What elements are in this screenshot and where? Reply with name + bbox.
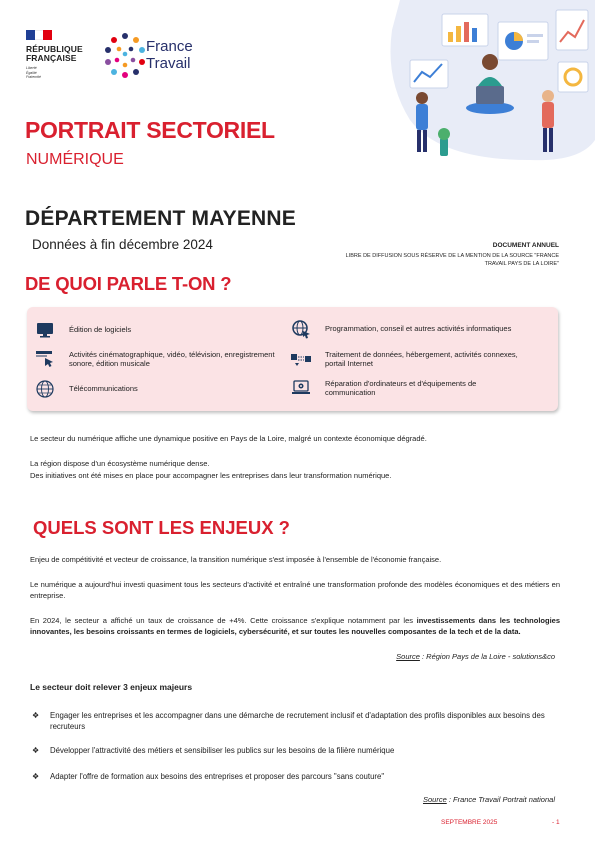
enjeu-text: Adapter l'offre de formation aux besoins des entreprises et proposer des parcours "sans couture" xyxy=(50,772,385,781)
rf-motto: Liberté Égalité Fraternité xyxy=(26,66,41,79)
france-travail-dots-icon xyxy=(104,32,146,78)
source-label: Source xyxy=(422,795,447,804)
enjeux-paragraph: Enjeu de compétitivité et vecteur de croissance, la transition numérique s'est imposée à l'ensemble de l'économie française. xyxy=(30,555,442,564)
department-title: DÉPARTEMENT MAYENNE xyxy=(25,207,296,230)
growth-text-bold: investissements dans les technologies innovantes, les besoins croissants en termes de logiciels, cybersécurité, et sur toutes les nouvelles composantes de la tech et de la data. xyxy=(30,616,560,636)
digital-work-illustration xyxy=(380,0,595,165)
section-heading-quoi: DE QUOI PARLE T-ON ? xyxy=(25,273,232,294)
category-item xyxy=(33,348,283,370)
category-label: Télécommunications xyxy=(69,384,138,394)
enjeu-item xyxy=(32,746,560,757)
data-transfer-icon xyxy=(289,348,313,370)
category-label: Réparation d'ordinateurs et d'équipements de communication xyxy=(325,378,477,397)
category-item xyxy=(289,377,519,399)
page-number: - 1 xyxy=(552,819,560,826)
diamond-bullet-icon: ❖ xyxy=(32,746,40,755)
france-travail-name: France Travail xyxy=(146,38,193,72)
growth-text: En 2024, le secteur a affiché un taux de croissance de +4%. Cette croissance s'explique notamment par les xyxy=(30,616,417,625)
rf-name: RÉPUBLIQUE FRANÇAISE xyxy=(26,44,83,63)
category-item xyxy=(33,319,283,341)
source-text: : Région Pays de la Loire - solutions&co xyxy=(419,652,555,661)
diamond-bullet-icon: ❖ xyxy=(32,772,40,781)
source-label: Source xyxy=(396,652,420,661)
source-text: : France Travail Portrait national xyxy=(446,795,555,804)
france-travail-logo xyxy=(104,30,234,80)
enjeux-paragraph xyxy=(30,616,560,637)
source-note xyxy=(423,795,555,804)
source-note xyxy=(396,652,555,661)
enjeu-text: Développer l'attractivité des métiers et sensibiliser les publics sur les besoins de la filière numérique xyxy=(50,746,395,755)
enjeu-item xyxy=(32,772,560,783)
republique-francaise-logo xyxy=(26,30,96,80)
screen-cursor-icon xyxy=(33,348,57,370)
intro-paragraph: Des initiatives ont été mises en place pour accompagner les entreprises dans leur transformation numérique. xyxy=(30,471,392,480)
enjeu-item xyxy=(32,711,560,732)
category-label: Traitement de données, hébergement, activités connexes, portail Internet xyxy=(325,349,518,368)
diamond-bullet-icon: ❖ xyxy=(32,711,40,720)
sector-categories-panel xyxy=(27,307,558,411)
flag-icon xyxy=(26,30,52,40)
intro-paragraph: Le secteur du numérique affiche une dynamique positive en Pays de la Loire, malgré un contexte économique dégradé. xyxy=(30,434,427,443)
page-subtitle: NUMÉRIQUE xyxy=(26,151,124,168)
document-type: DOCUMENT ANNUEL xyxy=(492,242,559,249)
diffusion-note: LIBRE DE DIFFUSION SOUS RÉSERVE DE LA MENTION DE LA SOURCE "FRANCE TRAVAIL PAYS DE LA LOIRE" xyxy=(345,253,559,267)
globe-cursor-icon xyxy=(289,318,313,340)
category-label: Édition de logiciels xyxy=(69,325,132,335)
enjeux-list-title: Le secteur doit relever 3 enjeux majeurs xyxy=(30,682,193,692)
intro-paragraph: La région dispose d'un écosystème numérique dense. xyxy=(30,459,210,468)
category-item xyxy=(289,318,519,340)
category-label: Activités cinématographique, vidéo, télévision, enregistrement sonore, édition musicale xyxy=(69,349,275,368)
laptop-repair-icon xyxy=(289,377,313,399)
page-title: PORTRAIT SECTORIEL xyxy=(25,117,275,143)
enjeu-text: Engager les entreprises et les accompagner dans une démarche de recrutement inclusif et d'adaptation des profils disponibles aux besoins des recruteurs xyxy=(50,711,545,731)
section-heading-enjeux: QUELS SONT LES ENJEUX ? xyxy=(33,517,290,538)
category-label: Programmation, conseil et autres activités informatiques xyxy=(325,324,512,334)
data-date: Données à fin décembre 2024 xyxy=(32,237,213,252)
category-item xyxy=(33,378,283,400)
category-item xyxy=(289,348,519,370)
enjeux-paragraph: Le numérique a aujourd'hui investi quasiment tous les secteurs d'activité et entraîné une transformation profonde des modèles économiques et des métiers en entreprise. xyxy=(30,580,560,600)
monitor-icon xyxy=(33,319,57,341)
network-globe-icon xyxy=(33,378,57,400)
footer-date: SEPTEMBRE 2025 xyxy=(441,819,498,826)
